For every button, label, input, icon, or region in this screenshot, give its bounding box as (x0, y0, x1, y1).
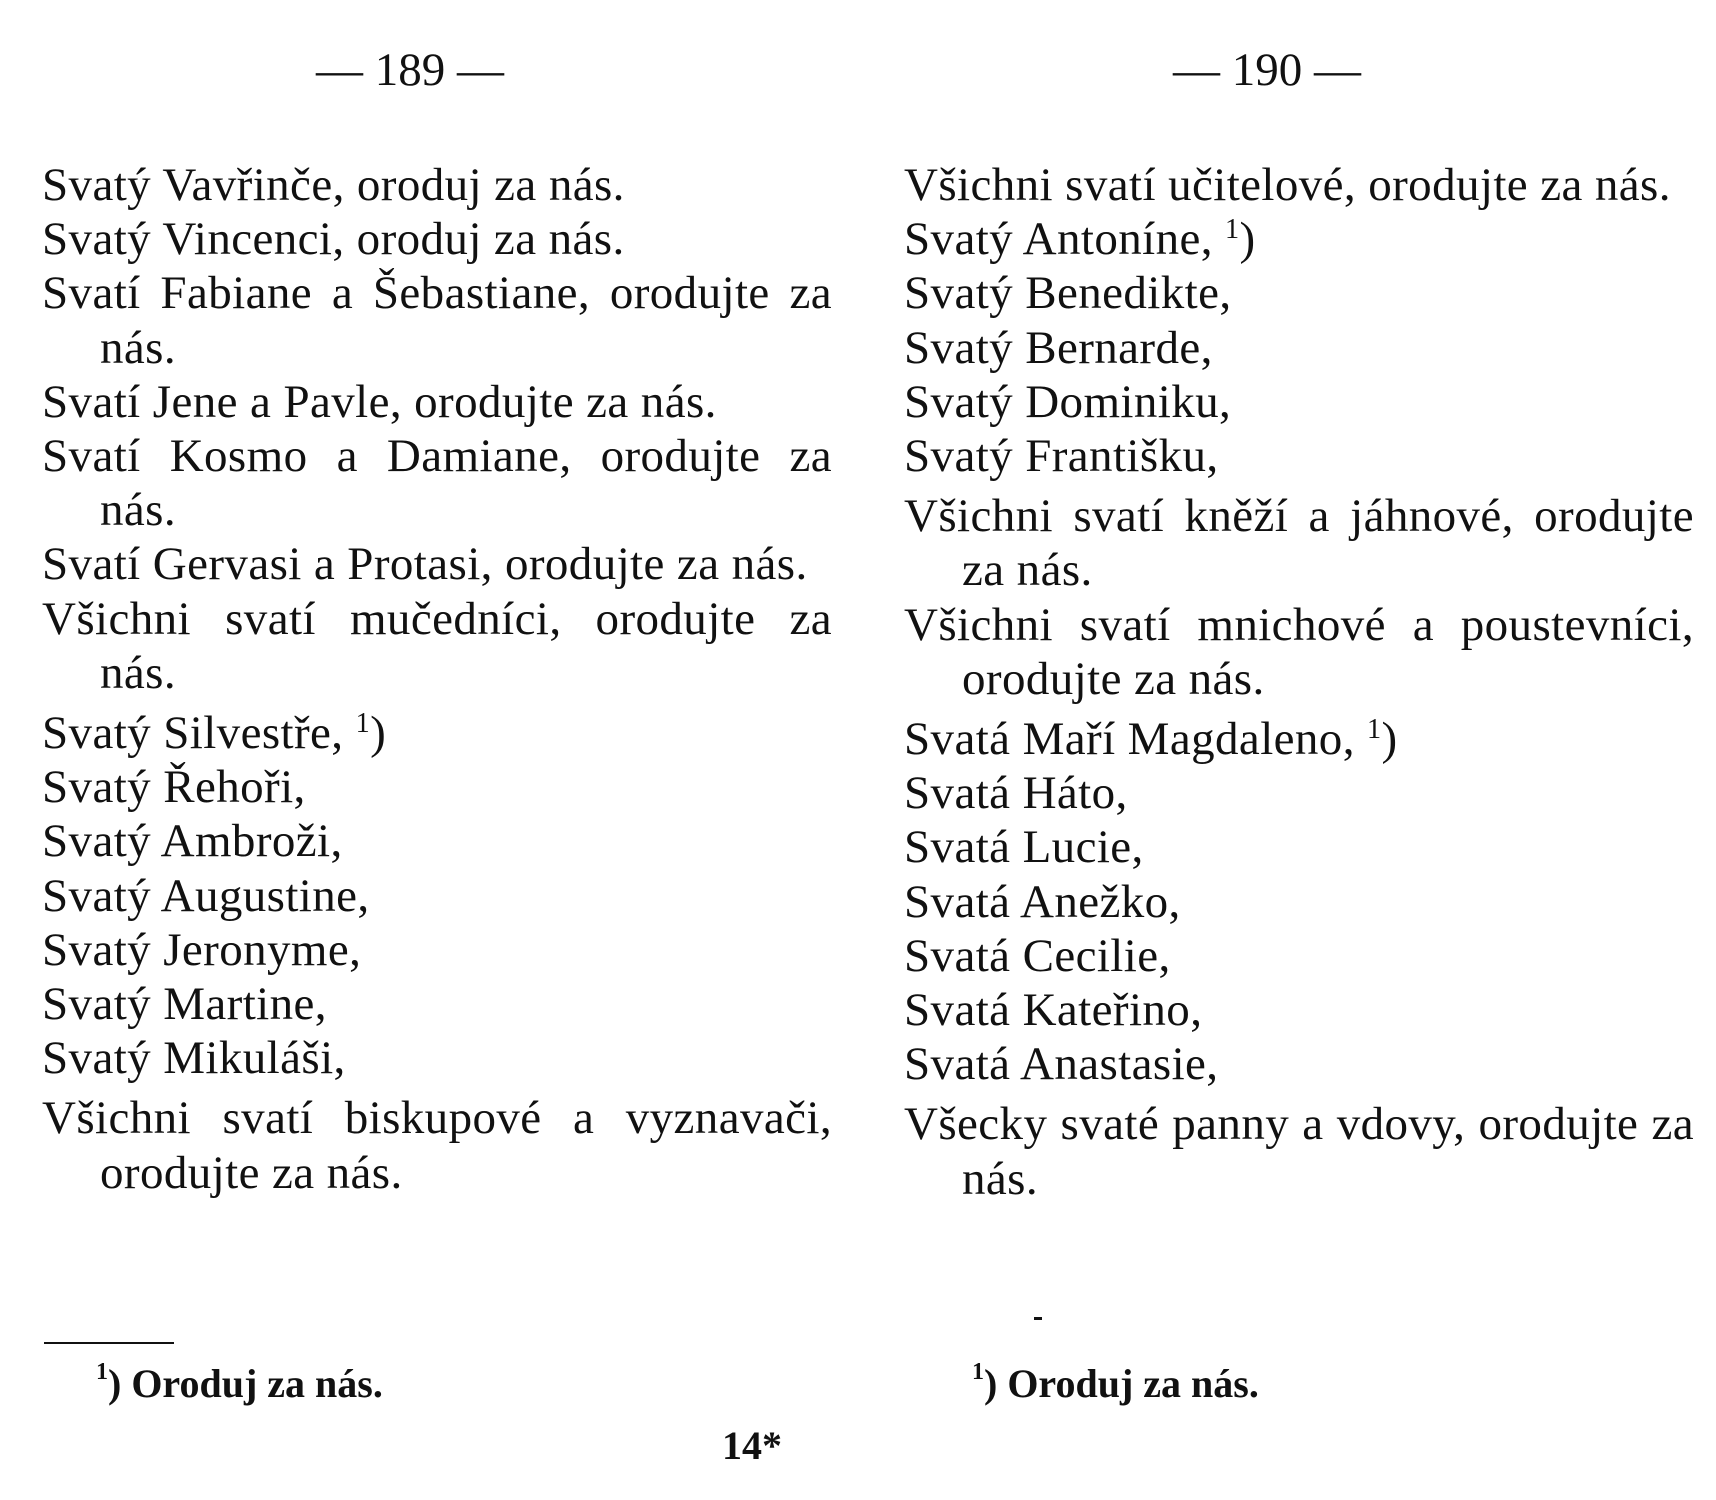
litany-line-text: Svatá Anastasie, (904, 1038, 1219, 1091)
litany-line (904, 266, 1694, 320)
litany-line (904, 1097, 1694, 1205)
litany-line (904, 212, 1694, 266)
litany-line-text: Všichni svatí učitelové, orodujte za nás. (904, 159, 1671, 211)
litany-line-text: Svatý Augustine, (42, 869, 370, 922)
litany-line (42, 760, 832, 814)
litany-line (904, 983, 1694, 1037)
litany-line (42, 1091, 832, 1199)
footnote-text: ) Oroduj za nás. (984, 1361, 1259, 1406)
litany-line (904, 429, 1694, 483)
litany-line (904, 766, 1694, 820)
footnote-marker: 1 (972, 1359, 984, 1385)
litany-line-text: Svatá Lucie, (904, 821, 1144, 874)
footnote-reference: 1 (355, 708, 371, 740)
litany-line (42, 814, 832, 868)
litany-line (42, 1031, 832, 1085)
litany-line (904, 929, 1694, 983)
signature-mark: 14* (722, 1423, 782, 1468)
footnote-reference: 1 (1225, 214, 1240, 246)
footnote-reference-paren: ) (1239, 213, 1256, 266)
litany-line-text: Svatý Františku, (904, 430, 1219, 483)
right-column (904, 158, 1694, 1206)
footnote-reference-paren: ) (370, 707, 387, 760)
litany-line-text: Všichni svatí biskupové a vyznavači, orodujte za nás. (42, 1092, 832, 1199)
litany-line-text: Svatý Vavřinče, oroduj za nás. (42, 159, 625, 211)
litany-line-text: Všichni svatí mučedníci, orodujte za nás. (42, 592, 832, 699)
litany-line-text: Svatá Maří Magdaleno, (904, 713, 1355, 766)
litany-line-text: Svatý Antoníne, (904, 213, 1213, 266)
litany-line-text: Svatí Jene a Pavle, orodujte za nás. (42, 375, 717, 428)
litany-line (904, 489, 1694, 597)
litany-line-text: Svatá Háto, (904, 767, 1128, 820)
litany-line (904, 598, 1694, 706)
footnote-marker: 1 (96, 1359, 108, 1385)
litany-line (904, 158, 1694, 212)
litany-line-text: Svatá Anežko, (904, 875, 1181, 928)
litany-line-text: Všichni svatí mnichové a poustevníci, orodujte za nás. (904, 598, 1694, 705)
litany-line (42, 537, 832, 591)
page-number-right: — 190 — (1173, 44, 1361, 96)
litany-line-text: Všecky svaté panny a vdovy, orodujte za nás. (904, 1098, 1694, 1205)
litany-line (42, 158, 832, 212)
litany-line-text: Svatí Fabiane a Šebastiane, orodujte za nás. (42, 267, 832, 374)
litany-line (904, 321, 1694, 375)
litany-line (42, 212, 832, 266)
litany-line (904, 1037, 1694, 1091)
litany-line-text: Svatý Vincenci, oroduj za nás. (42, 213, 625, 266)
litany-line-text: Svatý Bernarde, (904, 321, 1213, 374)
litany-line (42, 592, 832, 700)
litany-line-text: Svatý Dominiku, (904, 375, 1232, 428)
litany-line-text: Svatí Gervasi a Protasi, orodujte za nás. (42, 538, 808, 591)
footnote-text: ) Oroduj za nás. (108, 1361, 383, 1406)
litany-line-text: Svatý Řehoři, (42, 761, 306, 814)
litany-line (42, 869, 832, 923)
litany-line (42, 266, 832, 374)
page-number-left: — 189 — (316, 44, 504, 96)
litany-line (904, 820, 1694, 874)
footnote-right (972, 1356, 1259, 1412)
litany-line-text: Svatý Mikuláši, (42, 1032, 346, 1085)
litany-line-text: Svatý Silvestře, (42, 707, 344, 760)
footnote-reference: 1 (1367, 714, 1382, 746)
litany-line-text: Svatá Cecilie, (904, 929, 1171, 982)
litany-line (904, 875, 1694, 929)
litany-line (42, 923, 832, 977)
litany-line-text: Svatí Kosmo a Damiane, orodujte za nás. (42, 430, 832, 537)
footnote-left (96, 1356, 383, 1412)
litany-line-text: Svatý Jeronyme, (42, 923, 362, 976)
litany-line (42, 977, 832, 1031)
footnote-mark (1034, 1317, 1042, 1320)
litany-line-text: Svatý Ambroži, (42, 815, 343, 868)
litany-line (42, 375, 832, 429)
left-column (42, 158, 832, 1200)
litany-line (42, 429, 832, 537)
litany-line-text: Všichni svatí kněží a jáhnové, orodujte za nás. (904, 490, 1694, 597)
footnote-reference-paren: ) (1381, 713, 1398, 766)
litany-line-text: Svatý Martine, (42, 978, 327, 1031)
litany-line (904, 712, 1694, 766)
litany-line (904, 375, 1694, 429)
litany-line-text: Svatá Kateřino, (904, 984, 1203, 1037)
litany-line-text: Svatý Benedikte, (904, 267, 1232, 320)
footnote-rule (44, 1342, 174, 1344)
litany-line (42, 706, 832, 760)
